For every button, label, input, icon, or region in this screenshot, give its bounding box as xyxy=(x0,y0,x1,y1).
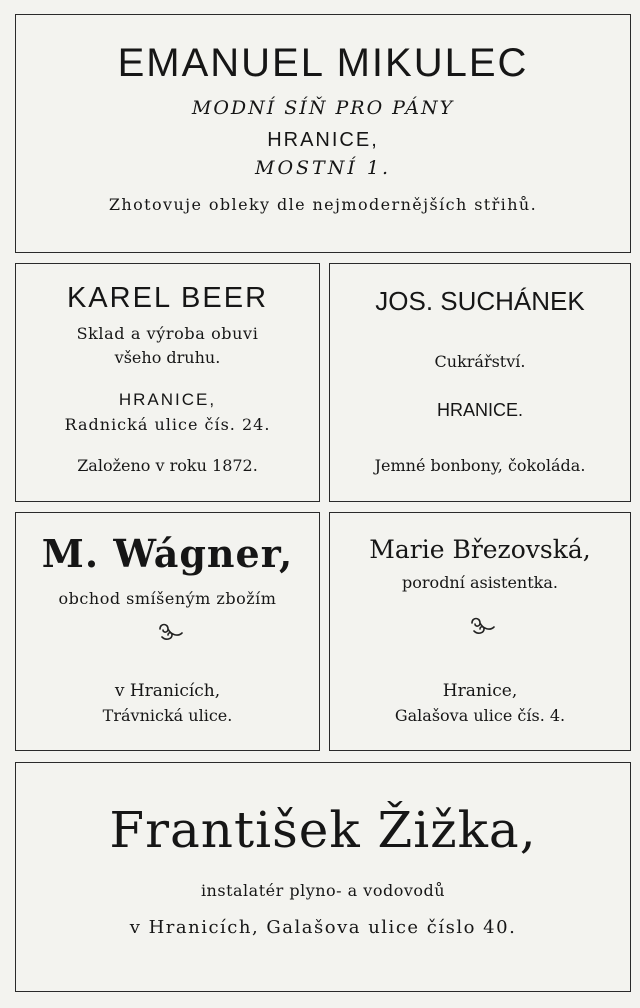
ad-title: KAREL BEER xyxy=(66,282,269,314)
ad-frantisek-zizka xyxy=(15,762,631,992)
ad-address: Galašova ulice čís. 4. xyxy=(394,706,566,725)
ad-karel-beer xyxy=(15,263,320,502)
ad-jos-suchanek xyxy=(329,263,631,502)
ad-line: obchod smíšeným zbožím xyxy=(58,589,277,608)
ad-city: HRANICE, xyxy=(267,129,379,151)
scroll-ornament-icon xyxy=(330,611,630,641)
ad-address: Radnická ulice čís. 24. xyxy=(64,415,271,434)
ad-note: Založeno v roku 1872. xyxy=(77,456,258,475)
ad-line: instalatér plyno- a vodovodů xyxy=(200,881,446,900)
scroll-ornament-icon xyxy=(16,617,319,647)
ad-city: HRANICE, xyxy=(118,390,217,409)
ad-address: v Hranicích, Galašova ulice číslo 40. xyxy=(129,917,517,938)
ad-marie-brezovska xyxy=(329,512,631,751)
ad-line: Sklad a výroba obuvi xyxy=(76,324,259,343)
ad-city: v Hranicích, xyxy=(114,681,221,701)
ad-title: JOS. SUCHÁNEK xyxy=(375,286,585,316)
ad-line: všeho druhu. xyxy=(114,348,221,367)
ad-title: František Žižka, xyxy=(109,801,537,859)
ad-city: Hranice, xyxy=(442,681,518,701)
ad-title: M. Wágner, xyxy=(41,531,294,576)
ad-title: Marie Březovská, xyxy=(369,535,591,564)
ad-note: Zhotovuje obleky dle nejmodernějších střihů. xyxy=(108,195,538,214)
ad-title: EMANUEL MIKULEC xyxy=(117,41,529,85)
ad-address: Trávnická ulice. xyxy=(102,706,233,725)
ad-emanuel-mikulec xyxy=(15,14,631,253)
ad-address: MOSTNÍ 1. xyxy=(254,157,392,179)
ad-line: porodní asistentka. xyxy=(402,573,558,592)
ad-city: HRANICE. xyxy=(436,400,523,420)
ad-m-wagner xyxy=(15,512,320,751)
ad-line: Cukrářství. xyxy=(434,352,526,371)
ad-note: Jemné bonbony, čokoláda. xyxy=(374,456,586,475)
ad-subtitle: MODNÍ SÍŇ PRO PÁNY xyxy=(191,97,455,119)
